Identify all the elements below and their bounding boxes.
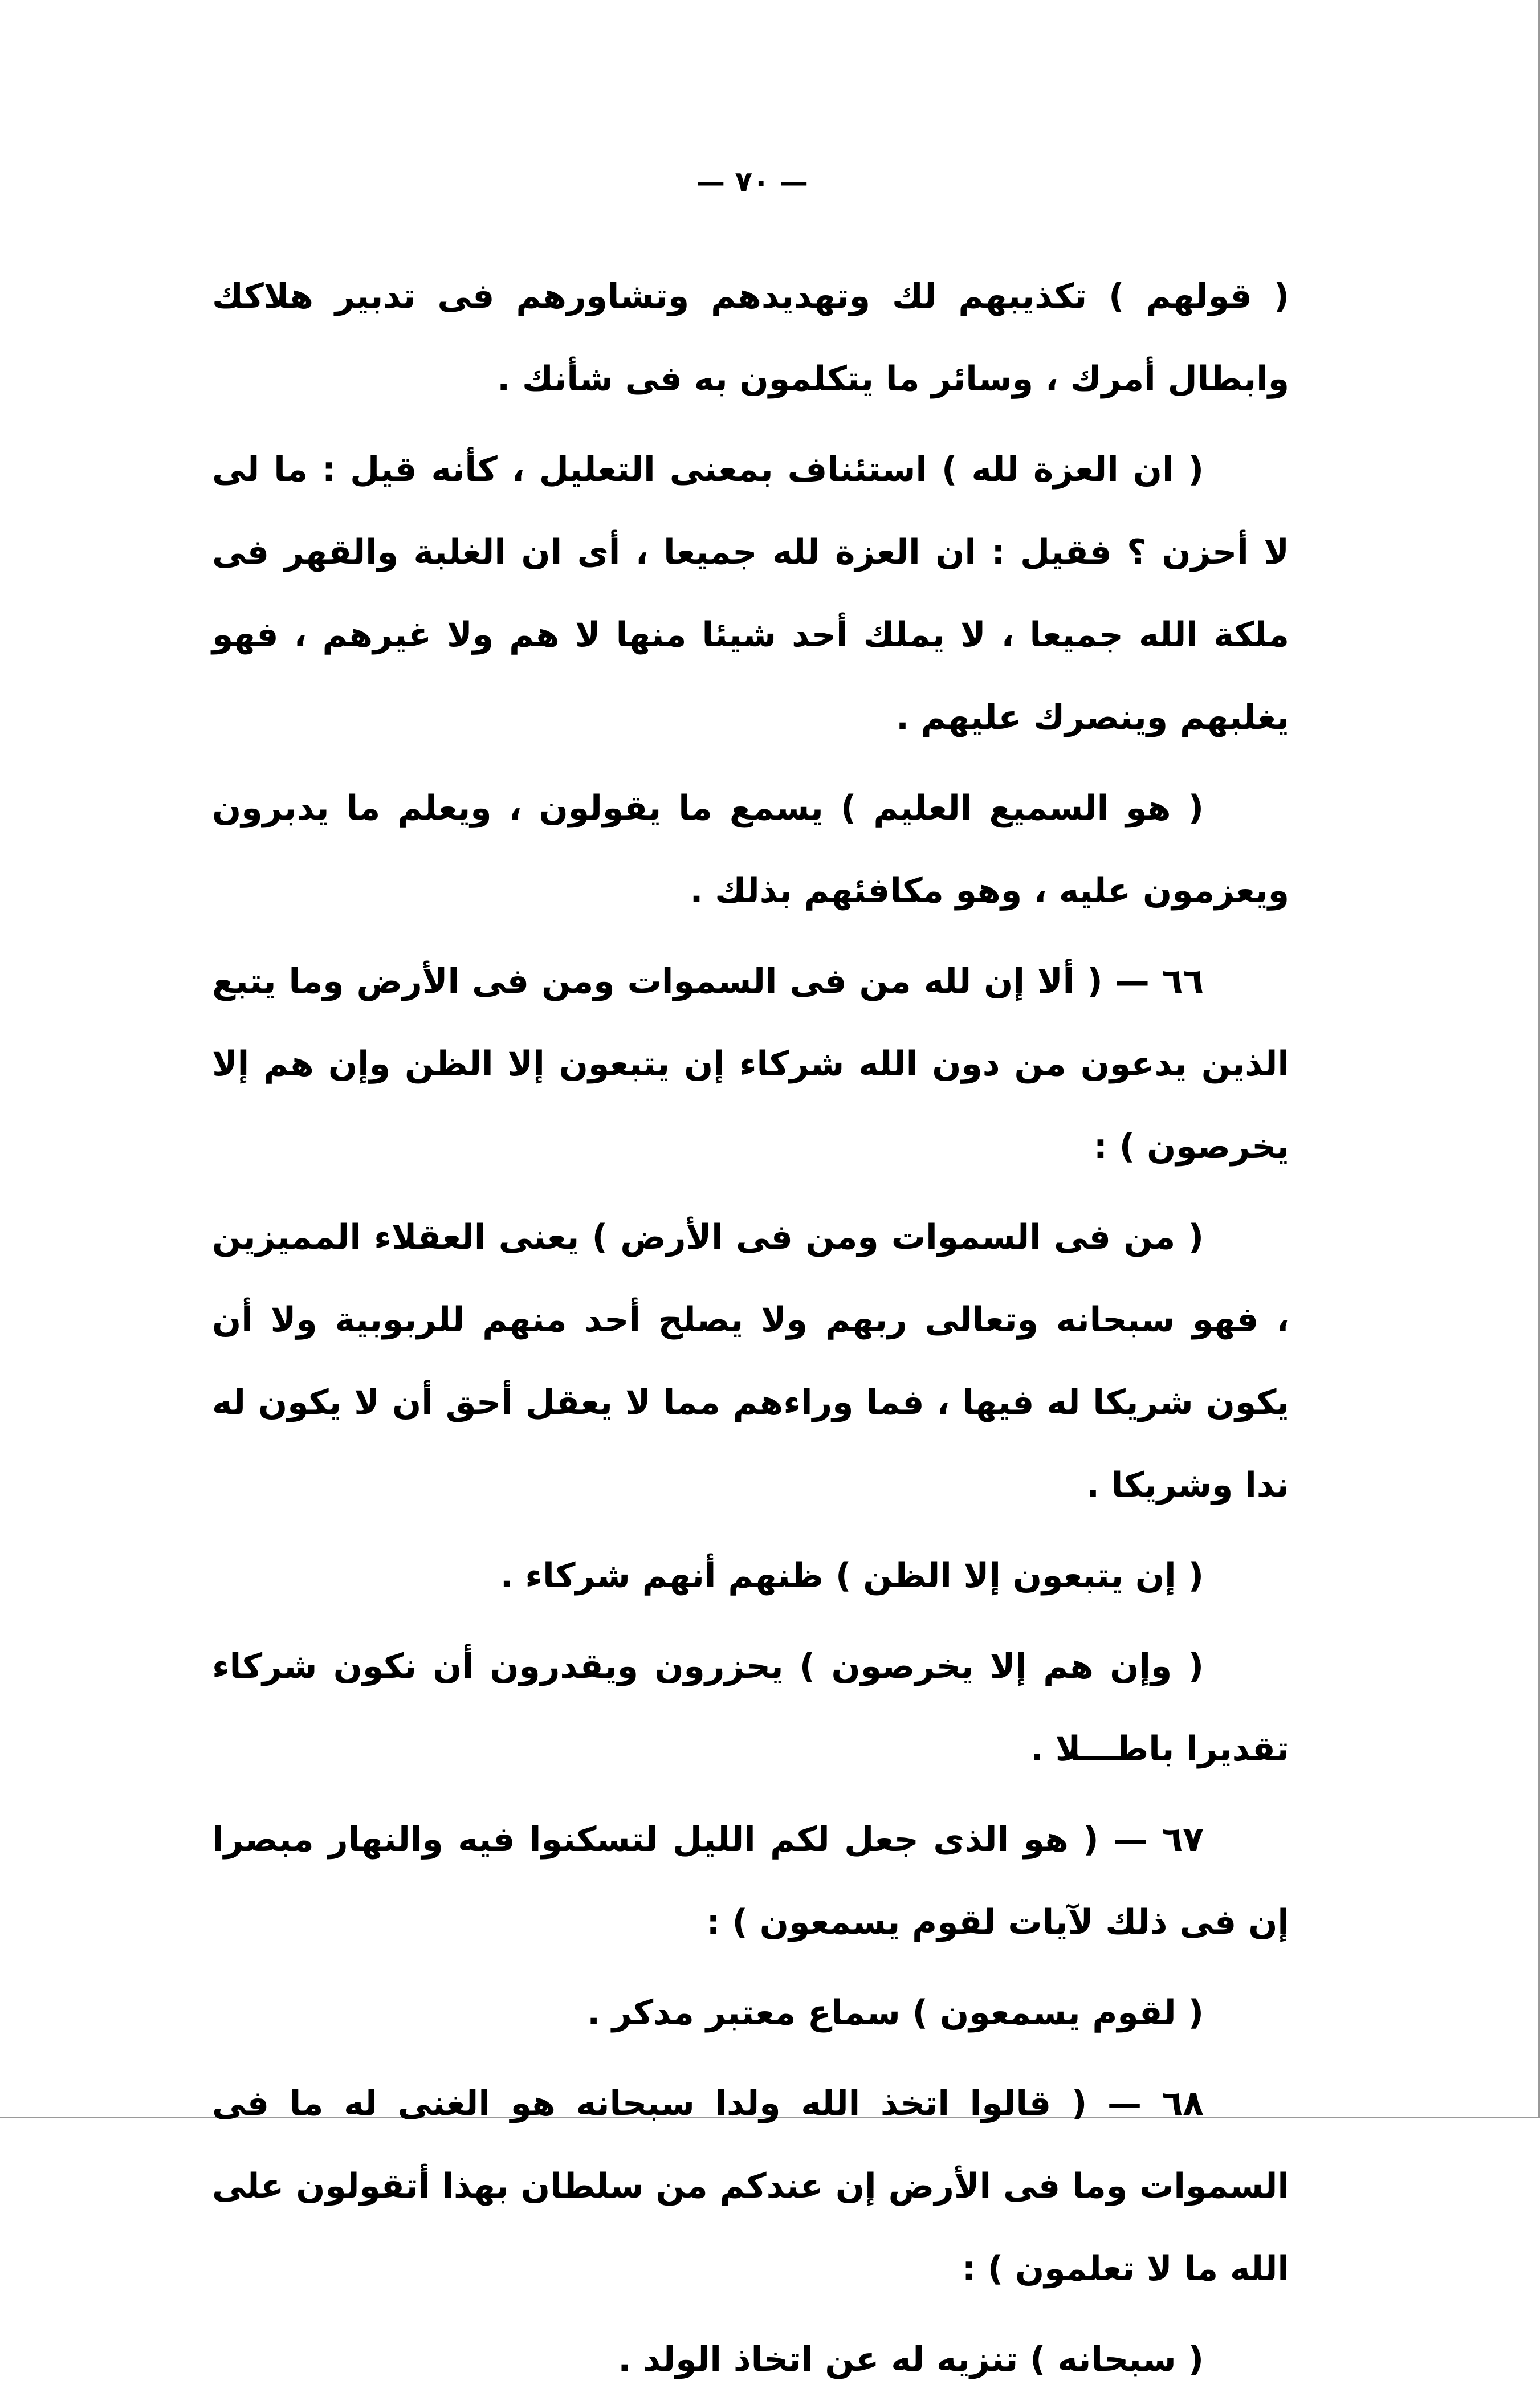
verse-paragraph: ٦٦ — ( ألا إن لله من فى السموات ومن فى الأرض وما يتبع الذين يدعون من دون الله شركاء إن يتبعون إلا الظن وإن هم إلا يخرصون ) :: [212, 961, 1289, 1167]
verse-paragraph: ٦٨ — ( قالوا اتخذ الله ولدا سبحانه هو الغنى له ما فى السموات وما فى الأرض إن عندكم من سلطان بهذا أتقولون على الله ما لا تعلمون ) :: [212, 2084, 1289, 2289]
page-body: [212, 255, 1289, 2401]
paragraph: ( ان العزة لله ) استئناف بمعنى التعليل ، كأنه قيل : ما لى لا أحزن ؟ فقيل : ان العزة لله جميعا ، أى ان الغلبة والقهر فى ملكة الله جميعا ، لا يملك أحد شيئا منها لا هم ولا غيرهم ، فهو يغلبهم وينصرك عليهم .: [212, 450, 1289, 737]
paragraph: ( هو السميع العليم ) يسمع ما يقولون ، ويعلم ما يدبرون ويعزمون عليه ، وهو مكافئهم بذلك .: [212, 788, 1289, 911]
page-number: — ٧٠ —: [696, 165, 808, 198]
paragraph: ( إن يتبعون إلا الظن ) ظنهم أنهم شركاء .: [500, 1556, 1204, 1596]
paragraph: ( من فى السموات ومن فى الأرض ) يعنى العقلاء المميزين ، فهو سبحانه وتعالى ربهم ولا يصلح أحد منهم للربوبية ولا أن يكون شريكا له فيها ، فما وراءهم مما لا يعقل أحق أن لا يكون له ندا وشريكا .: [212, 1217, 1289, 1505]
paragraph: ( لقوم يسمعون ) سماع معتبر مدكر .: [587, 1993, 1204, 2033]
paragraph: ( وإن هم إلا يخرصون ) يحزرون ويقدرون أن نكون شركاء تقديرا باطـــلا .: [212, 1646, 1289, 1769]
paragraph: ( سبحانه ) تنزيه له عن اتخاذ الولد .: [618, 2339, 1204, 2379]
verse-paragraph: ٦٧ — ( هو الذى جعل لكم الليل لتسكنوا فيه والنهار مبصرا إن فى ذلك لآيات لقوم يسمعون ) :: [212, 1820, 1289, 1942]
paragraph: ( قولهم ) تكذيبهم لك وتهديدهم وتشاورهم فى تدبير هلاكك وابطال أمرك ، وسائر ما يتكلمون به فى شأنك .: [212, 276, 1289, 399]
